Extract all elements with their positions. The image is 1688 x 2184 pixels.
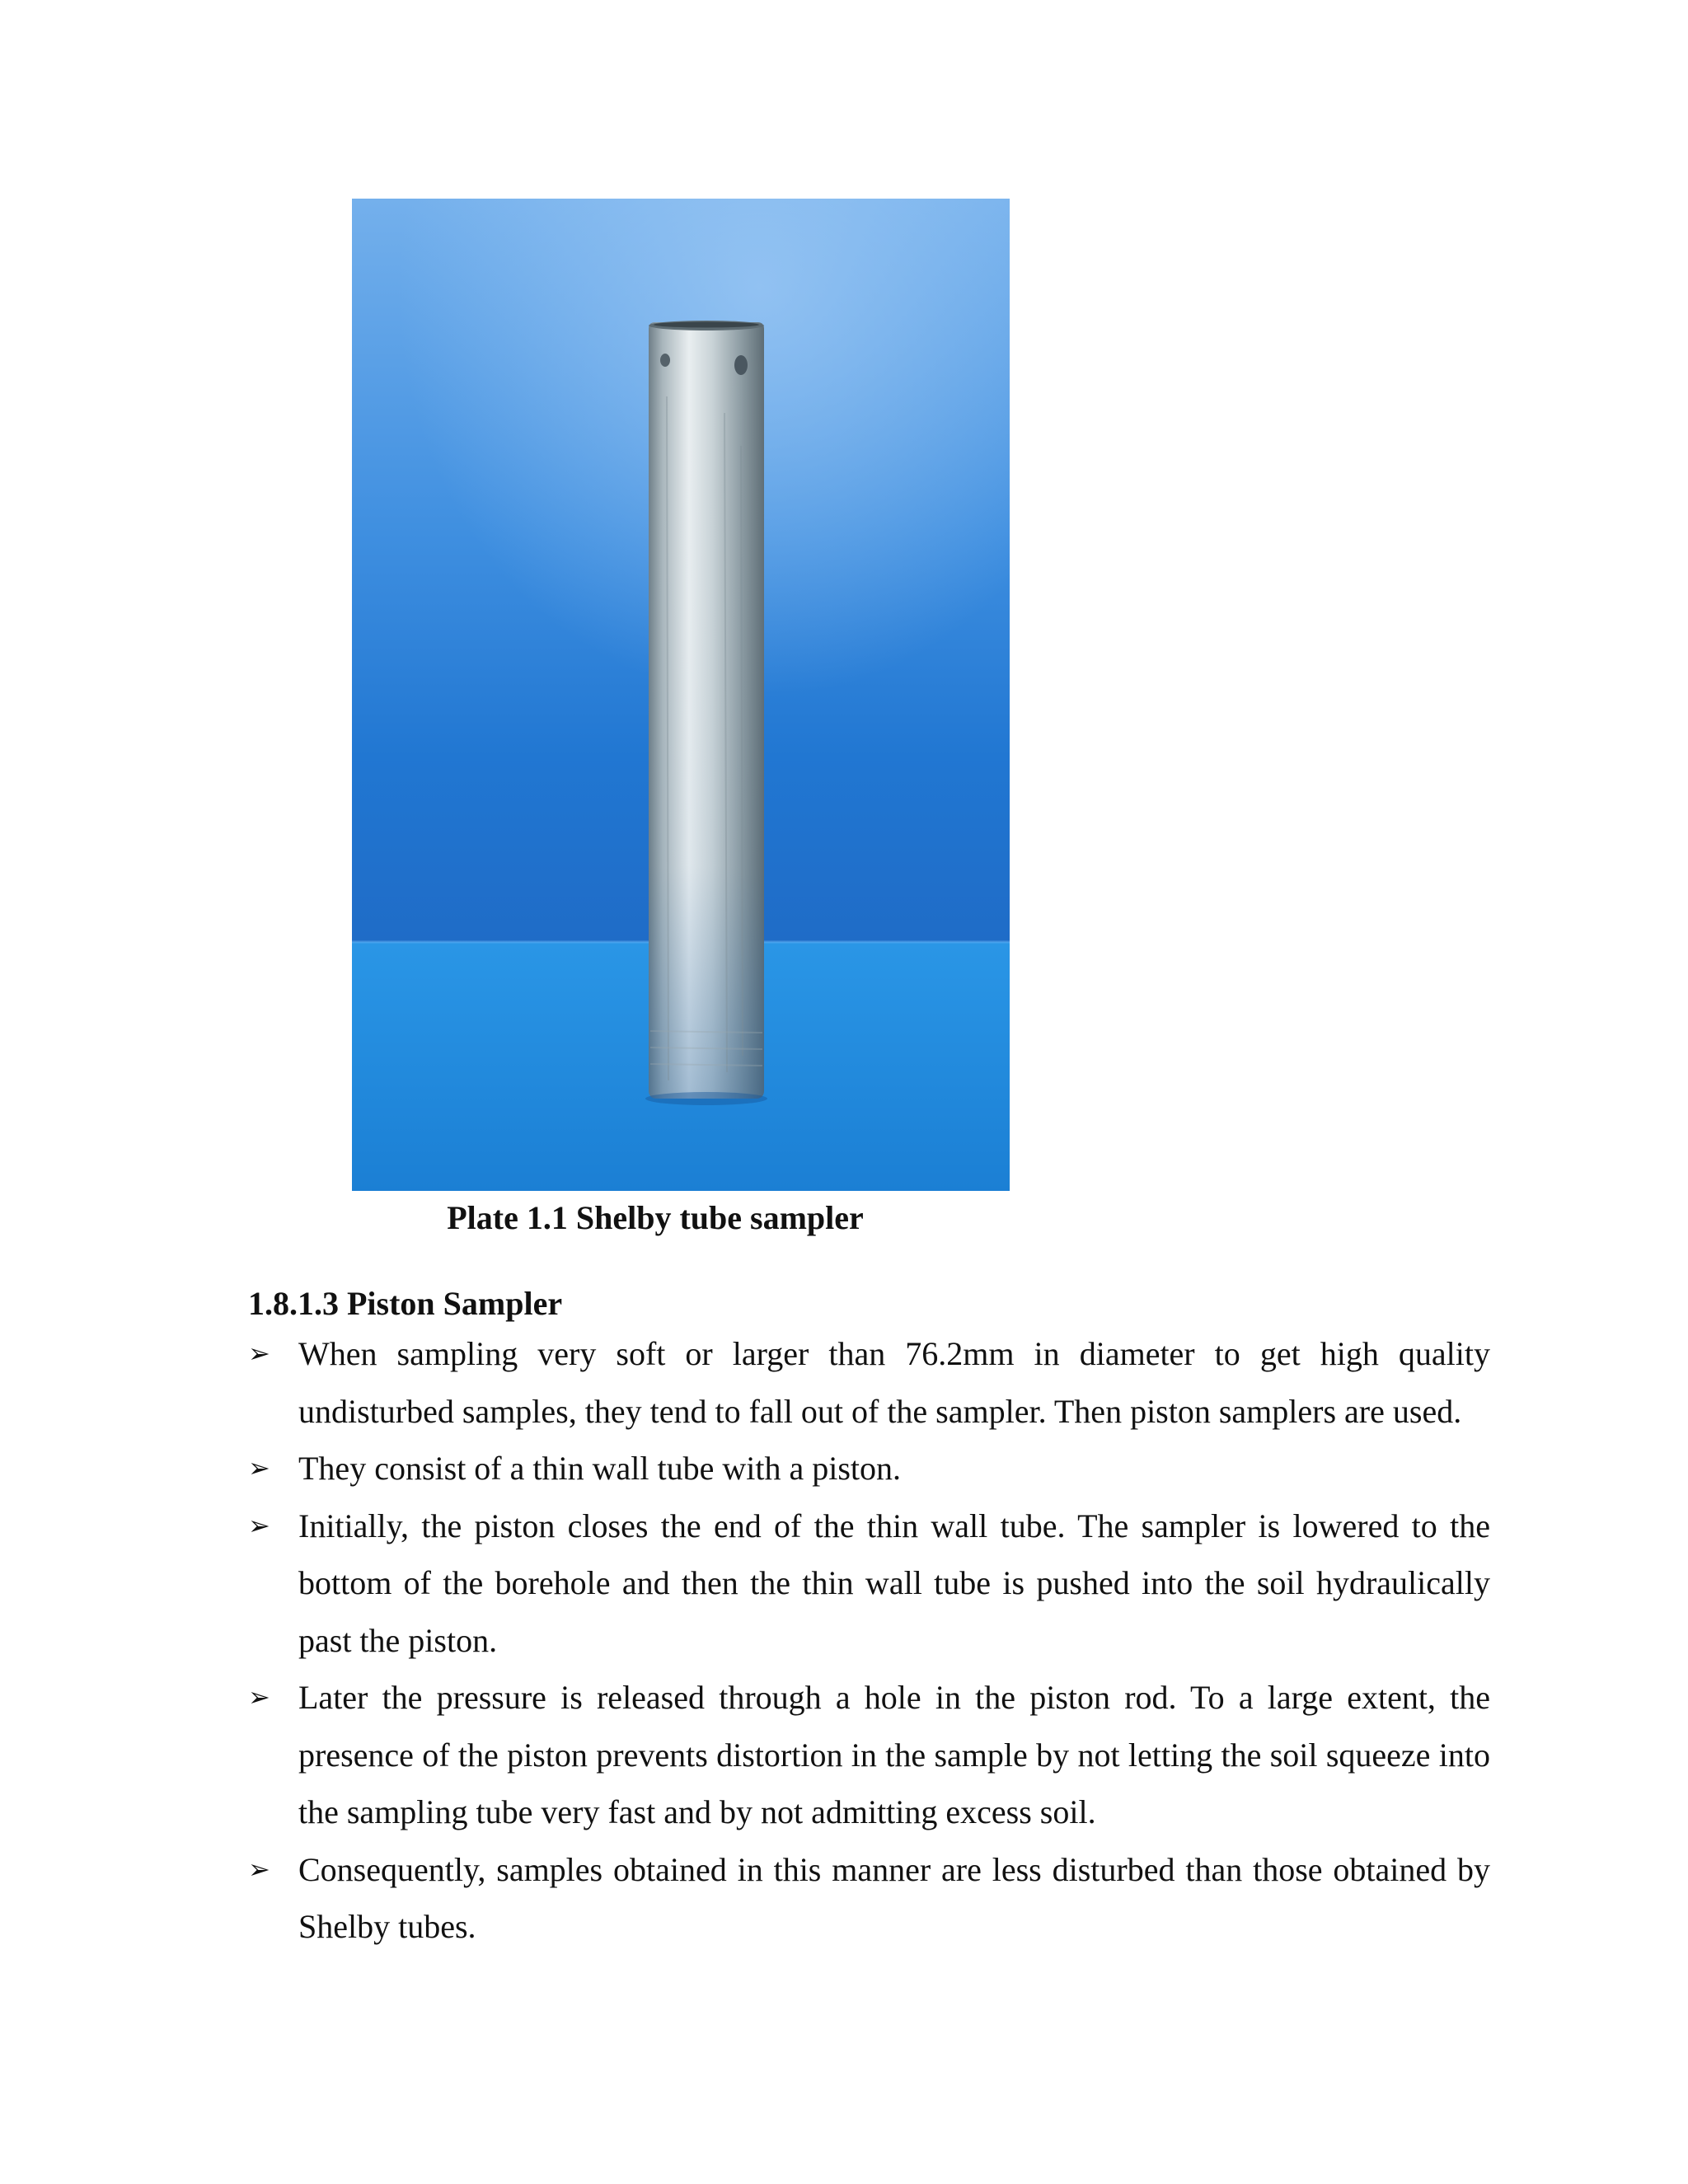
section-heading: 1.8.1.3 Piston Sampler: [248, 1285, 563, 1322]
bullet-text: Later the pressure is released through a hole in the piston rod. To a large extent, the presence of the piston prevents distortion in the sample by not letting the soil squeeze into the sampling tube very fast and by not admitting excess soil.: [298, 1679, 1490, 1830]
arrowhead-bullet-icon: ➢: [248, 1681, 270, 1713]
figure-caption: Plate 1.1 Shelby tube sampler: [447, 1199, 864, 1236]
list-item: [248, 1669, 1490, 1841]
bullet-text: Initially, the piston closes the end of the thin wall tube. The sampler is lowered to the bottom of the borehole and then the thin wall tube is pushed into the soil hydraulically past the piston.: [298, 1507, 1490, 1659]
list-item: [248, 1497, 1490, 1670]
bullet-text: They consist of a thin wall tube with a piston.: [298, 1450, 901, 1487]
list-item: [248, 1440, 1490, 1497]
piston-sampler-section: [248, 1282, 1490, 1956]
arrowhead-bullet-icon: ➢: [248, 1452, 270, 1483]
bullet-text: When sampling very soft or larger than 76.2mm in diameter to get high quality undisturbed samples, they tend to fall out of the sampler. Then piston samplers are used.: [298, 1335, 1490, 1430]
bullet-list: [248, 1325, 1490, 1956]
shelby-tube-photo: [352, 199, 1010, 1191]
list-item: [248, 1841, 1490, 1956]
bullet-text: Consequently, samples obtained in this manner are less disturbed than those obtained by Shelby tubes.: [298, 1850, 1490, 1945]
arrowhead-bullet-icon: ➢: [248, 1509, 270, 1541]
arrowhead-bullet-icon: ➢: [248, 1338, 270, 1369]
list-item: [248, 1325, 1490, 1440]
arrowhead-bullet-icon: ➢: [248, 1853, 270, 1885]
